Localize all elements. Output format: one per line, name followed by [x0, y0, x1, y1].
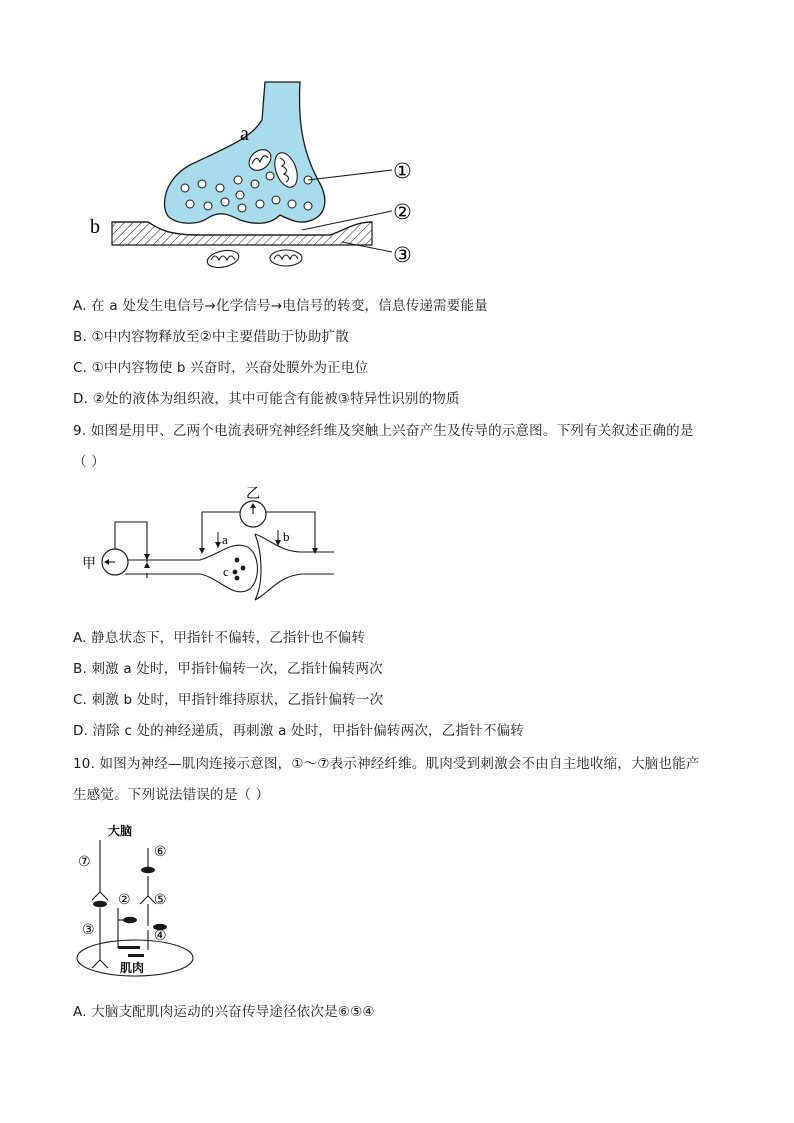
label-n3: ③	[393, 243, 412, 267]
mitochondria-post	[206, 248, 302, 270]
label-n1: ①	[393, 159, 412, 183]
brain-label: 大脑	[108, 824, 133, 838]
neuron-meter-figure	[80, 482, 350, 607]
label-a: a	[240, 123, 249, 145]
meter-yi-label: 乙	[246, 486, 260, 502]
axon-presynaptic	[125, 545, 257, 592]
point-c-label: c	[223, 564, 229, 579]
fiber-n2: ②	[118, 892, 131, 908]
fiber-n6: ⑥	[154, 844, 167, 860]
q8-option-d: D. ②处的液体为组织液，其中可能含有能被③特异性识别的物质	[73, 391, 460, 407]
q9-option-d: D. 清除 c 处的神经递质，再刺激 a 处时，甲指针偏转两次，乙指针不偏转	[73, 723, 524, 739]
postsynaptic-neuron	[255, 534, 334, 552]
neurotransmitter-dots	[233, 558, 246, 581]
q9-option-a: A. 静息状态下，甲指针不偏转，乙指针也不偏转	[73, 630, 366, 646]
q8-option-b: B. ①中内容物释放至②中主要借助于协助扩散	[73, 329, 349, 345]
synapse-figure	[80, 80, 430, 275]
point-a-label: a	[222, 532, 228, 547]
meter-jia-label: 甲	[82, 556, 96, 572]
label-n2: ②	[393, 200, 412, 224]
q10-stem-2: 生感觉。下列说法错误的是（ ）	[73, 787, 270, 803]
q9-stem-bracket: （ ）	[73, 454, 105, 470]
nerve-muscle-figure	[70, 820, 200, 980]
point-b-label: b	[283, 529, 290, 544]
muscle-label: 肌肉	[120, 961, 145, 975]
fiber-n5: ⑤	[154, 892, 167, 908]
fiber-n7: ⑦	[78, 854, 91, 870]
fiber-n4: ④	[154, 928, 167, 944]
fiber-n3: ③	[82, 922, 95, 938]
q8-option-a: A. 在 a 处发生电信号→化学信号→电信号的转变，信息传递需要能量	[73, 298, 488, 314]
q9-option-b: B. 刺激 a 处时，甲指针偏转一次，乙指针偏转两次	[73, 661, 383, 677]
q9-stem: 9. 如图是用甲、乙两个电流表研究神经纤维及突触上兴奋产生及传导的示意图。下列有关叙述正确的是	[73, 423, 694, 439]
q9-option-c: C. 刺激 b 处时，甲指针维持原状，乙指针偏转一次	[73, 692, 384, 708]
q8-option-c: C. ①中内容物使 b 兴奋时，兴奋处膜外为正电位	[73, 360, 369, 376]
q10-stem: 10. 如图为神经—肌肉连接示意图，①～⑦表示神经纤维。肌肉受到刺激会不由自主地收缩，大脑也能产	[73, 756, 700, 772]
label-b: b	[90, 216, 100, 238]
q10-option-a: A. 大脑支配肌肉运动的兴奋传导途径依次是⑥⑤④	[73, 1004, 375, 1020]
